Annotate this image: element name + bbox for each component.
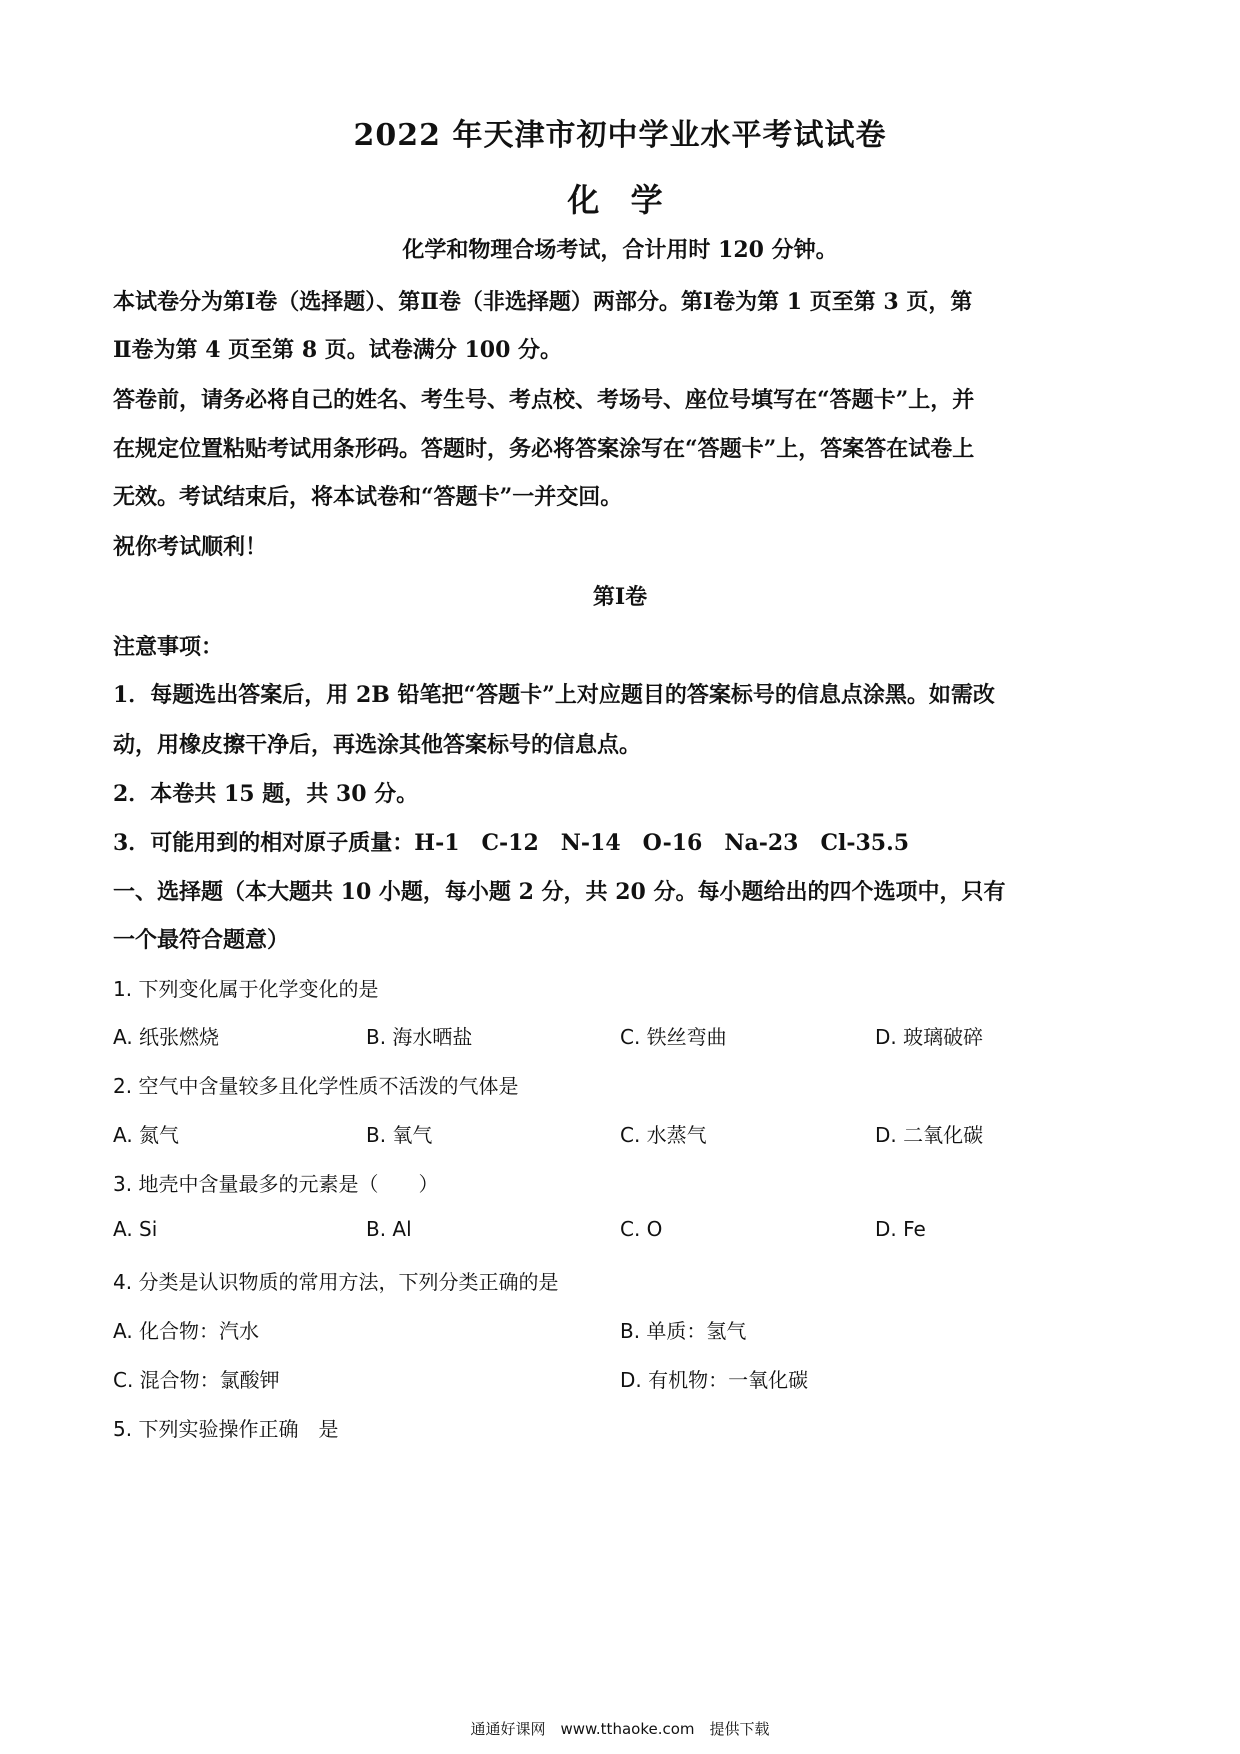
good-luck-line: 祝你考试顺利！ [113,534,268,560]
answer-option: B. 海水晒盐 [366,1025,473,1049]
instruction-line: 本试卷分为第Ⅰ卷（选择题）、第Ⅱ卷（非选择题）两部分。第Ⅰ卷为第 1 页至第 3 页，第 [113,289,973,315]
note-line: 1．每题选出答案后，用 2B 铅笔把“答题卡”上对应题目的答案标号的信息点涂黑。如需改 [113,682,995,708]
answer-option: A. 氮气 [113,1123,180,1147]
instruction-line: 答卷前，请务必将自己的姓名、考生号、考点校、考场号、座位号填写在“答题卡”上，并 [113,387,975,413]
answer-option: C. 水蒸气 [620,1123,707,1147]
answer-option: A. 化合物：汽水 [113,1319,260,1343]
exam-subtitle: 化学和物理合场考试，合计用时 120 分钟。 [402,237,838,263]
notes-label: 注意事项： [113,634,224,660]
question-stem: 4. 分类是认识物质的常用方法，下列分类正确的是 [113,1270,559,1294]
page-footer: 通通好课网 www.tthaoke.com 提供下载 [470,1720,770,1738]
answer-option: D. 玻璃破碎 [875,1025,984,1049]
instruction-line: 无效。考试结束后，将本试卷和“答题卡”一并交回。 [113,484,623,510]
part-heading: 第Ⅰ卷 [592,584,648,610]
answer-option: B. 单质：氢气 [620,1319,747,1343]
question-stem: 2. 空气中含量较多且化学性质不活泼的气体是 [113,1074,519,1098]
answer-option: C. 混合物：氯酸钾 [113,1368,280,1392]
exam-title: 2022 年天津市初中学业水平考试试卷 [353,118,887,153]
note-line: 3．可能用到的相对原子质量：H-1 C-12 N-14 O-16 Na-23 Cl-35.5 [113,830,910,856]
answer-option: D. Fe [875,1217,926,1241]
subject-title: 化 学 [567,181,673,219]
question-stem: 5. 下列实验操作正确 是 [113,1417,339,1441]
answer-option: D. 二氧化碳 [875,1123,984,1147]
answer-option: D. 有机物：一氧化碳 [620,1368,809,1392]
answer-option: C. O [620,1217,663,1241]
question-stem: 3. 地壳中含量最多的元素是（ ） [113,1172,439,1196]
instruction-line: Ⅱ卷为第 4 页至第 8 页。试卷满分 100 分。 [113,337,563,363]
note-line: 2．本卷共 15 题，共 30 分。 [113,781,419,807]
note-line: 动，用橡皮擦干净后，再选涂其他答案标号的信息点。 [113,732,642,758]
section-title: 一、选择题（本大题共 10 小题，每小题 2 分，共 20 分。每小题给出的四个选项中，只有 [113,879,1006,905]
section-title: 一个最符合题意） [113,927,290,953]
answer-option: B. 氧气 [366,1123,433,1147]
answer-option: B. Al [366,1217,412,1241]
answer-option: C. 铁丝弯曲 [620,1025,727,1049]
answer-option: A. Si [113,1217,158,1241]
question-stem: 1. 下列变化属于化学变化的是 [113,977,379,1001]
answer-option: A. 纸张燃烧 [113,1025,220,1049]
instruction-line: 在规定位置粘贴考试用条形码。答题时，务必将答案涂写在“答题卡”上，答案答在试卷上 [113,436,975,462]
